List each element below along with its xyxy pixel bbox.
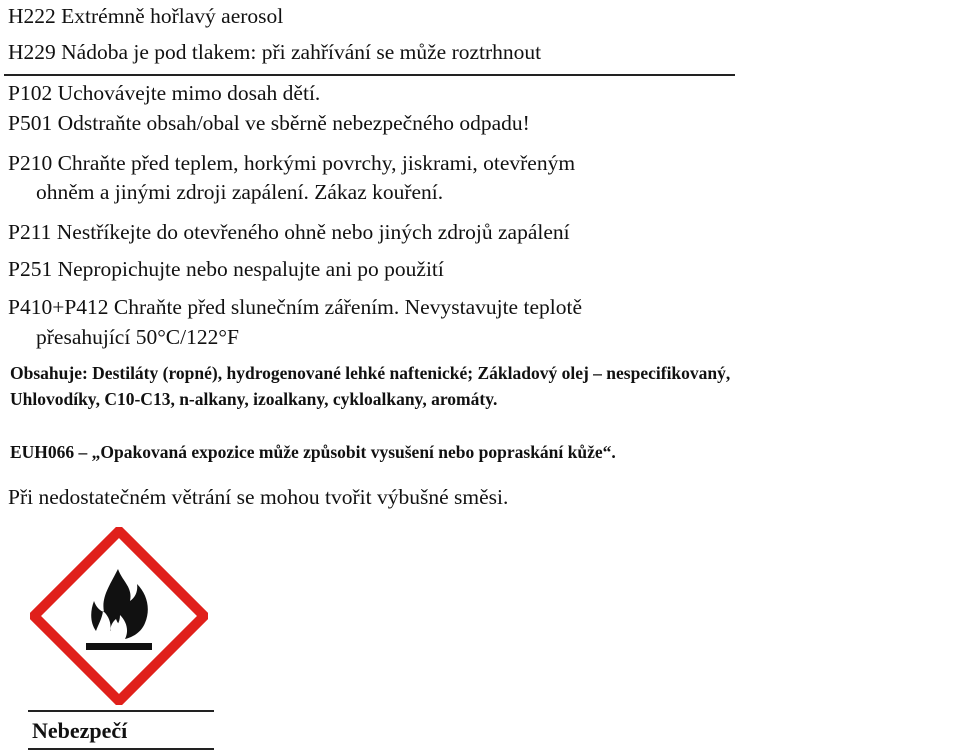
signal-word-bottom-rule <box>28 748 214 750</box>
signal-word-top-rule <box>28 710 214 712</box>
euh066-statement: EUH066 – „Opakovaná expozice může způsobit vysušení nebo popraskání kůže“. <box>10 442 616 462</box>
contains-line-1: Obsahuje: Destiláty (ropné), hydrogenované lehké naftenické; Základový olej – nespecifikovaný, <box>10 363 731 383</box>
ventilation-note: Při nedostatečném větrání se mohou tvořit výbušné směsi. <box>8 485 509 509</box>
precaution-p501: P501 Odstraňte obsah/obal ve sběrně nebezpečného odpadu! <box>8 111 530 135</box>
section-divider <box>4 74 735 76</box>
ghs02-flame-icon <box>30 527 208 705</box>
precaution-p102: P102 Uchovávejte mimo dosah dětí. <box>8 81 321 105</box>
signal-word: Nebezpečí <box>32 718 128 743</box>
hazard-statement-h222: H222 Extrémně hořlavý aerosol <box>8 4 284 28</box>
hazard-statement-h229: H229 Nádoba je pod tlakem: při zahřívání se může roztrhnout <box>8 40 542 64</box>
precaution-p410-p412: P410+P412 Chraňte před slunečním zářením. Nevystavujte teplotě <box>8 295 582 319</box>
precaution-p210: P210 Chraňte před teplem, horkými povrchy, jiskrami, otevřeným <box>8 151 576 175</box>
precaution-p251: P251 Nepropichujte nebo nespalujte ani po použití <box>8 257 444 281</box>
contains-line-2: Uhlovodíky, C10-C13, n-alkany, izoalkany, cykloalkany, aromáty. <box>10 389 498 409</box>
precaution-p210-continued: ohněm a jinými zdroji zapálení. Zákaz kouření. <box>36 180 444 204</box>
precaution-p211: P211 Nestříkejte do otevřeného ohně nebo jiných zdrojů zapálení <box>8 220 570 244</box>
precaution-p410-p412-continued: přesahující 50°C/122°F <box>36 325 239 349</box>
